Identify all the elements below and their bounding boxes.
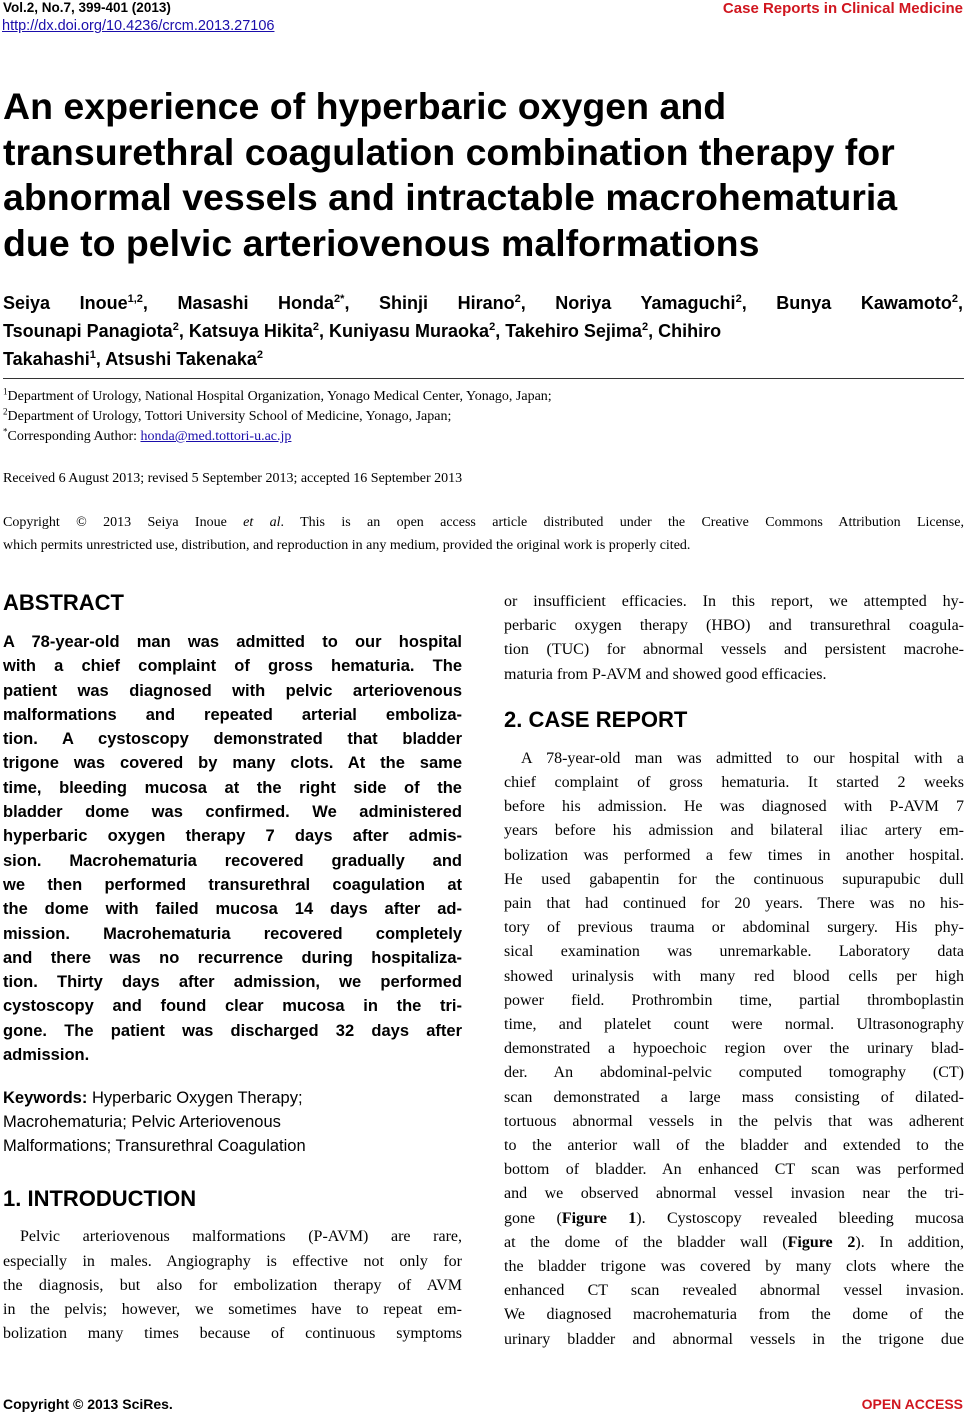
title-line: transurethral coagulation combination therapy for bbox=[3, 130, 895, 173]
intro-line: in the pelvis; however, we sometimes have to repeat em- bbox=[3, 1300, 462, 1318]
case-line: bolization was performed a few times in another hospital. bbox=[504, 846, 964, 864]
abstract-line: tion. Thirty days after admission, we performed bbox=[3, 973, 462, 992]
case-line: years before his admission and bilateral iliac artery em- bbox=[504, 822, 964, 840]
text-run: at the dome of the bladder wall ( bbox=[504, 1233, 788, 1251]
case-lines-after bbox=[504, 1255, 964, 1352]
figure-2-ref[interactable]: Figure 2 bbox=[787, 1233, 856, 1251]
author-affil-sup: 2 bbox=[489, 321, 496, 333]
title-line: due to pelvic arteriovenous malformations bbox=[3, 221, 760, 264]
case-line bbox=[504, 1207, 964, 1231]
case-lines bbox=[504, 747, 964, 1207]
case-report-body bbox=[504, 747, 964, 1352]
abstract-heading: ABSTRACT bbox=[3, 590, 124, 615]
abstract-line: admission. bbox=[3, 1046, 90, 1065]
keywords-line: Malformations; Transurethral Coagulation bbox=[3, 1137, 306, 1156]
case-report-heading: 2. CASE REPORT bbox=[504, 706, 688, 732]
intro-line: bolization many times because of continuous symptoms bbox=[3, 1325, 462, 1343]
case-line: before his admission. He was diagnosed with P-AVM 7 bbox=[504, 798, 964, 816]
case-line: pain that had continued for 20 years. There was no his- bbox=[504, 895, 964, 913]
author-affil-sup: 2 bbox=[312, 321, 320, 333]
abstract-line: patient was diagnosed with pelvic arteriovenous bbox=[3, 681, 462, 700]
abstract-line: gone. The patient was discharged 32 days after bbox=[3, 1021, 462, 1040]
affiliation-line bbox=[3, 407, 963, 427]
author-name: Noriya Yamaguchi bbox=[555, 293, 736, 313]
affiliation-line bbox=[3, 387, 963, 407]
author-line: Takahashi$^1$, Atsushi Takenaka$^2$ bbox=[3, 349, 264, 369]
case-line: the bladder trigone was covered by many clots where the bbox=[504, 1258, 964, 1276]
affil-sup: 2 bbox=[3, 406, 8, 417]
case-line: sical examination was unremarkable. Laboratory data bbox=[504, 943, 964, 961]
case-line: urinary bladder and abnormal vessels in the trigone due bbox=[504, 1330, 964, 1348]
copyright-notice bbox=[3, 511, 964, 557]
abstract-line: and there was no recurrence during hospitaliza- bbox=[3, 948, 462, 967]
copyright-text: Copyright © 2013 Seiya Inoue bbox=[3, 515, 244, 530]
author-affil-sup: 2 bbox=[951, 293, 958, 305]
corresponding-label: Corresponding Author: bbox=[7, 429, 141, 444]
copyright-etal: et al bbox=[243, 515, 281, 530]
author-name: Chihiro bbox=[658, 321, 722, 341]
page-header bbox=[0, 0, 966, 40]
right-column bbox=[504, 590, 964, 1352]
abstract-line: bladder dome was confirmed. We administered bbox=[3, 803, 462, 822]
introduction-body bbox=[3, 1225, 462, 1346]
text-run: gone ( bbox=[504, 1209, 562, 1227]
copyright-line bbox=[3, 511, 964, 534]
author-affil-sup: 2* bbox=[334, 293, 345, 305]
keywords bbox=[3, 1086, 462, 1158]
author-line: Seiya Inoue$^{1,2}$, Masashi Honda$^{2*}$, Shinji Hirano$^2$, Noriya Yamaguchi$^2$, Bunya Kawamoto$^2$, bbox=[3, 293, 963, 313]
affil-sup: 1 bbox=[3, 386, 8, 397]
abstract-line: hyperbaric oxygen therapy 7 days after admis- bbox=[3, 827, 462, 846]
abstract-line: the dome with failed mucosa 14 days after ad- bbox=[3, 900, 462, 919]
author-name: Tsounapi Panagiota bbox=[3, 321, 173, 341]
copyright-text: . This is an open access article distributed under the Creative Commons Attribution License, bbox=[280, 515, 964, 530]
case-line: bottom of bladder. An enhanced CT scan was performed bbox=[504, 1161, 964, 1179]
case-line: power field. Prothrombin time, partial thromboplastin bbox=[504, 991, 964, 1009]
case-line: showed urinalysis with many red blood cells per high bbox=[504, 967, 964, 985]
header-divider bbox=[3, 378, 964, 379]
intro-line: Pelvic arteriovenous malformations (P-AVM) are rare, bbox=[20, 1228, 462, 1246]
case-line: chief complaint of gross hematuria. It started 2 weeks bbox=[504, 774, 964, 792]
corresponding-sup: * bbox=[3, 426, 8, 437]
case-line bbox=[504, 1231, 964, 1255]
footer-open-access: OPEN ACCESS bbox=[861, 1396, 963, 1412]
author-affil-sup: 2 bbox=[735, 293, 742, 305]
author-list bbox=[3, 289, 963, 373]
abstract-line: mission. Macrohematuria recovered completely bbox=[3, 924, 462, 943]
abstract-line: time, bleeding mucosa at the right side of the bbox=[3, 778, 462, 797]
case-line: time, and platelet count were normal. Ultrasonography bbox=[504, 1016, 964, 1034]
keywords-text: Hyperbaric Oxygen Therapy; bbox=[87, 1089, 303, 1108]
abstract-line: trigone was covered by many clots. At the same bbox=[3, 754, 462, 773]
author-name: Takehiro Sejima bbox=[505, 321, 642, 341]
affiliations bbox=[3, 387, 963, 447]
author-affil-sup: 2 bbox=[256, 349, 264, 361]
text-run: ). In addition, bbox=[855, 1233, 964, 1251]
case-line: A 78-year-old man was admitted to our hospital with a bbox=[521, 749, 964, 767]
case-line: tory of previous trauma or abdominal surgery. His phy- bbox=[504, 919, 964, 937]
case-line: der. An abdominal-pelvic computed tomography (CT) bbox=[504, 1064, 964, 1082]
keywords-line: Macrohematuria; Pelvic Arteriovenous bbox=[3, 1113, 281, 1132]
volume-info: Vol.2, No.7, 399-401 (2013) bbox=[3, 0, 171, 15]
author-name: Shinji Hirano bbox=[379, 293, 515, 313]
intro-line: tion (TUC) for abnormal vessels and persistent macrohe- bbox=[504, 641, 964, 659]
intro-line: maturia from P-AVM and showed good efficacies. bbox=[504, 665, 827, 683]
title-line: An experience of hyperbaric oxygen and bbox=[3, 85, 727, 127]
introduction-heading: 1. INTRODUCTION bbox=[3, 1186, 197, 1212]
copyright-line: which permits unrestricted use, distribution, and reproduction in any medium, provided the original work is properly cited. bbox=[3, 538, 691, 553]
author-name: Kuniyasu Muraoka bbox=[329, 321, 490, 341]
case-line: We diagnosed macrohematuria from the dome of the bbox=[504, 1306, 964, 1324]
received-dates: Received 6 August 2013; revised 5 September 2013; accepted 16 September 2013 bbox=[3, 471, 463, 486]
abstract-line: sion. Macrohematuria recovered gradually and bbox=[3, 851, 462, 870]
corresponding-email-link[interactable]: honda@med.tottori-u.ac.jp bbox=[140, 429, 292, 444]
footer-copyright: Copyright © 2013 SciRes. bbox=[3, 1396, 173, 1412]
author-affil-sup: 1,2 bbox=[127, 293, 143, 305]
author-name: Atsushi Takenaka bbox=[105, 349, 257, 369]
intro-line: the diagnosis, but also for embolization therapy of AVM bbox=[3, 1276, 462, 1294]
abstract-line: cystoscopy and found clear mucosa in the tri- bbox=[3, 997, 462, 1016]
case-line: to the anterior wall of the bladder and extended to the bbox=[504, 1137, 964, 1155]
case-line: and we observed abnormal vessel invasion near the tri- bbox=[504, 1185, 964, 1203]
corresponding-author bbox=[3, 427, 963, 447]
author-line: Tsounapi Panagiota$^2$, Katsuya Hikita$^2$, Kuniyasu Muraoka$^2$, Takehiro Sejima$^2$, Chihiro bbox=[3, 321, 722, 341]
abstract-line: A 78-year-old man was admitted to our hospital bbox=[3, 633, 462, 651]
abstract-line: tion. A cystoscopy demonstrated that bladder bbox=[3, 730, 462, 749]
article-title bbox=[3, 84, 963, 266]
figure-1-ref[interactable]: Figure 1 bbox=[561, 1209, 637, 1227]
affil-text: Department of Urology, National Hospital Organization, Yonago Medical Center, Yonago, Japan; bbox=[7, 389, 552, 404]
keywords-line bbox=[3, 1086, 462, 1110]
introduction-continued bbox=[504, 590, 964, 687]
title-line: abnormal vessels and intractable macrohematuria bbox=[3, 176, 898, 218]
doi-link[interactable]: http://dx.doi.org/10.4236/crcm.2013.27106 bbox=[2, 18, 275, 34]
author-affil-sup: 2 bbox=[641, 321, 649, 333]
author-affil-sup: 2 bbox=[514, 293, 521, 305]
author-affil-sup: 1 bbox=[89, 349, 96, 361]
abstract-body bbox=[3, 630, 462, 1067]
abstract-line: with a chief complaint of gross hematuria. The bbox=[3, 657, 462, 676]
affil-text: Department of Urology, Tottori University School of Medicine, Yonago, Japan; bbox=[7, 409, 452, 424]
intro-line: perbaric oxygen therapy (HBO) and transurethral coagula- bbox=[504, 617, 964, 635]
journal-name: Case Reports in Clinical Medicine bbox=[722, 0, 963, 17]
case-line: enhanced CT scan revealed abnormal vessel invasion. bbox=[504, 1282, 964, 1300]
author-name: Takahashi bbox=[3, 349, 90, 369]
case-line: scan demonstrated a large mass consisting of dilated- bbox=[504, 1088, 964, 1106]
author-name: Masashi Honda bbox=[177, 293, 335, 313]
text-run: ). Cystoscopy revealed bleeding mucosa bbox=[636, 1209, 964, 1227]
case-line: He used gabapentin for the continuous supurapubic dull bbox=[504, 870, 964, 888]
intro-line: or insufficient efficacies. In this report, we attempted hy- bbox=[504, 593, 964, 610]
author-name: Bunya Kawamoto bbox=[776, 293, 952, 313]
abstract-line: malformations and repeated arterial emboliza- bbox=[3, 705, 462, 724]
abstract-line: we then performed transurethral coagulation at bbox=[3, 875, 462, 894]
keywords-label: Keywords: bbox=[3, 1089, 88, 1108]
intro-line: especially in males. Angiography is effective not only for bbox=[3, 1252, 462, 1270]
case-line: tortuous abnormal vessels in the pelvis that was adherent bbox=[504, 1112, 964, 1130]
author-name: Katsuya Hikita bbox=[188, 321, 313, 341]
left-column bbox=[3, 588, 462, 1346]
case-line: demonstrated a hypoechoic region over the urinary blad- bbox=[504, 1040, 964, 1058]
author-affil-sup: 2 bbox=[172, 321, 179, 333]
author-name: Seiya Inoue bbox=[3, 293, 128, 313]
